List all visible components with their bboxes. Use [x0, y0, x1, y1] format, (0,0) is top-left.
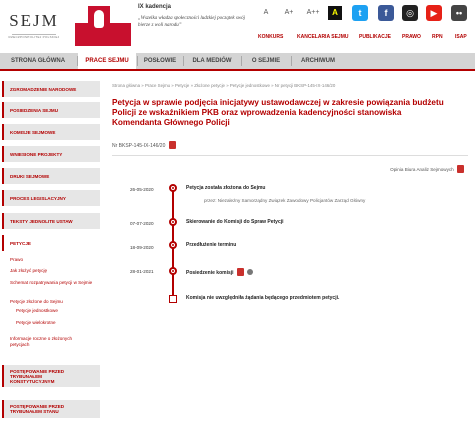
timeline-label: Posiedzenie komisji [186, 270, 234, 276]
sidebar-item-druki[interactable]: DRUKI SEJMOWE [2, 168, 100, 184]
nav-prace-sejmu[interactable]: PRACE SEJMU [78, 53, 136, 69]
sidebar-sub-jak-zlozyc[interactable]: Jak złożyć petycję [10, 268, 48, 273]
timeline-label: Skierowanie do Komisji do Spraw Petycji [186, 219, 284, 225]
link-publikacje[interactable]: PUBLIKACJE [359, 34, 391, 40]
sidebar-item-projekty[interactable]: WNIESIONE PROJEKTY [2, 146, 100, 162]
link-kancelaria[interactable]: KANCELARIA SEJMU [297, 34, 349, 40]
sidebar-item-zgromadzenie[interactable]: ZGROMADZENIE NARODOWE [2, 81, 100, 97]
timeline-dot [169, 184, 177, 192]
sidebar-item-trybunal-stanu[interactable]: POSTĘPOWANIE PRZED TRYBUNAŁEM STANU [2, 400, 100, 418]
timeline-label: Przedłużenie terminu [186, 242, 237, 248]
sidebar-item-teksty[interactable]: TEKSTY JEDNOLITE USTAW [2, 213, 100, 229]
pdf-icon[interactable] [169, 141, 176, 149]
sejm-logo[interactable] [5, 6, 61, 42]
petition-number [112, 141, 176, 149]
page-title: Petycja w sprawie podjęcia inicjatywy ustawodawczej w zakresie powiązania budżetu Policji ze wskaźnikiem PKB oraz wprowadzenia kadencyjności stanowiska Komendanta Głównego Policji [112, 98, 444, 127]
timeline-dot [169, 218, 177, 226]
sidebar-item-petycje[interactable]: PETYCJE [2, 235, 100, 251]
pdf-icon[interactable] [237, 268, 244, 276]
logo-title: SEJM [9, 11, 59, 30]
main-content [108, 75, 470, 426]
timeline-date: 07-07-2020 [130, 221, 154, 226]
sidebar-item-proces[interactable]: PROCES LEGISLACYJNY [2, 190, 100, 206]
twitter-icon[interactable]: t [352, 5, 368, 21]
kadencja-label: IX kadencja [138, 4, 172, 10]
timeline-dot [169, 267, 177, 275]
timeline-final: Komisja nie uwzględniła żądania będącego przedmiotem petycji. [186, 295, 340, 301]
logo-subtitle: RZECZPOSPOLITEJ POLSKIEJ [8, 35, 60, 39]
nav-o-sejmie[interactable]: O SEJMIE [251, 58, 281, 64]
nav-dla-mediow[interactable]: DLA MEDIÓW [192, 58, 232, 64]
nav-poslowie[interactable]: POSŁOWIE [143, 58, 177, 64]
sidebar-sub-wielokrotne[interactable]: Petycje wielokrotne [16, 320, 56, 325]
instagram-icon[interactable]: ◎ [402, 5, 418, 21]
sidebar-sub-schemat[interactable]: Schemat rozpatrywania petycji w Sejmie [10, 280, 93, 285]
timeline-date: 28-01-2021 [130, 269, 154, 274]
high-contrast-button[interactable]: A [328, 6, 342, 20]
video-icon[interactable] [247, 269, 253, 275]
sidebar-item-trybunal-konstytucyjny[interactable]: POSTĘPOWANIE PRZED TRYBUNAŁEM KONSTYTUCYJNYM [2, 365, 100, 387]
timeline-dot [169, 241, 177, 249]
sidebar-sub-zlozone[interactable]: Petycje złożone do Sejmu [10, 299, 63, 304]
link-isap[interactable]: ISAP [455, 34, 467, 40]
bas-opinion-label: Opinia Biura Analiz Sejmowych [390, 167, 454, 172]
breadcrumb[interactable]: Strona główna » Prace Sejmu » Petycje » Złożone petycje » Petycje jednostkowe » Nr petycji BKSP-145-IX-146/20 [112, 83, 336, 88]
header-quote: „Wszelka władza społeczności ludzkiej początek swój bierze z woli narodu” [138, 16, 246, 28]
main-nav [0, 53, 475, 71]
font-size-large-button[interactable]: A++ [306, 9, 320, 16]
nav-archiwum[interactable]: ARCHIWUM [301, 58, 335, 64]
site-header [0, 0, 475, 50]
nav-strona-glowna[interactable]: STRONA GŁÓWNA [10, 58, 66, 64]
timeline-item-posiedzenie [186, 268, 253, 276]
bas-opinion-link[interactable] [390, 165, 464, 173]
link-konkurs[interactable]: KONKURS [258, 34, 284, 40]
divider [112, 155, 468, 156]
eagle-figure [94, 10, 104, 28]
timeline-end-marker [169, 295, 177, 303]
timeline-date: 26-05-2020 [130, 187, 154, 192]
font-size-medium-button[interactable]: A+ [284, 9, 294, 16]
link-prawo[interactable]: PRAWO [402, 34, 421, 40]
facebook-icon[interactable]: f [378, 5, 394, 21]
font-size-small-button[interactable]: A [263, 9, 269, 16]
sidebar-sub-jednostkowe[interactable]: Petycje jednostkowe [16, 308, 58, 313]
petition-number-label: Nr BKSP-145-IX-146/20 [112, 143, 166, 149]
youtube-icon[interactable]: ▶ [426, 5, 442, 21]
timeline-date: 18-09-2020 [130, 245, 154, 250]
sidebar-item-posiedzenia[interactable]: POSIEDZENIA SEJMU [2, 102, 100, 118]
timeline-label: Petycja została złożona do Sejmu [186, 185, 266, 191]
sidebar-sub-informacje[interactable]: Informacje roczne o złożonych petycjach [10, 336, 73, 347]
pdf-icon[interactable] [457, 165, 464, 173]
sidebar [2, 75, 100, 426]
link-rpn[interactable]: RPN [432, 34, 443, 40]
timeline-sub: przez: Niezależny Samorządny Związek Zawodowy Policjantów Zarząd Główny [204, 198, 366, 203]
sidebar-item-komisje[interactable]: KOMISJE SEJMOWE [2, 124, 100, 140]
flickr-icon[interactable]: •• [451, 5, 467, 21]
sidebar-sub-prawo[interactable]: Prawo [10, 257, 24, 262]
